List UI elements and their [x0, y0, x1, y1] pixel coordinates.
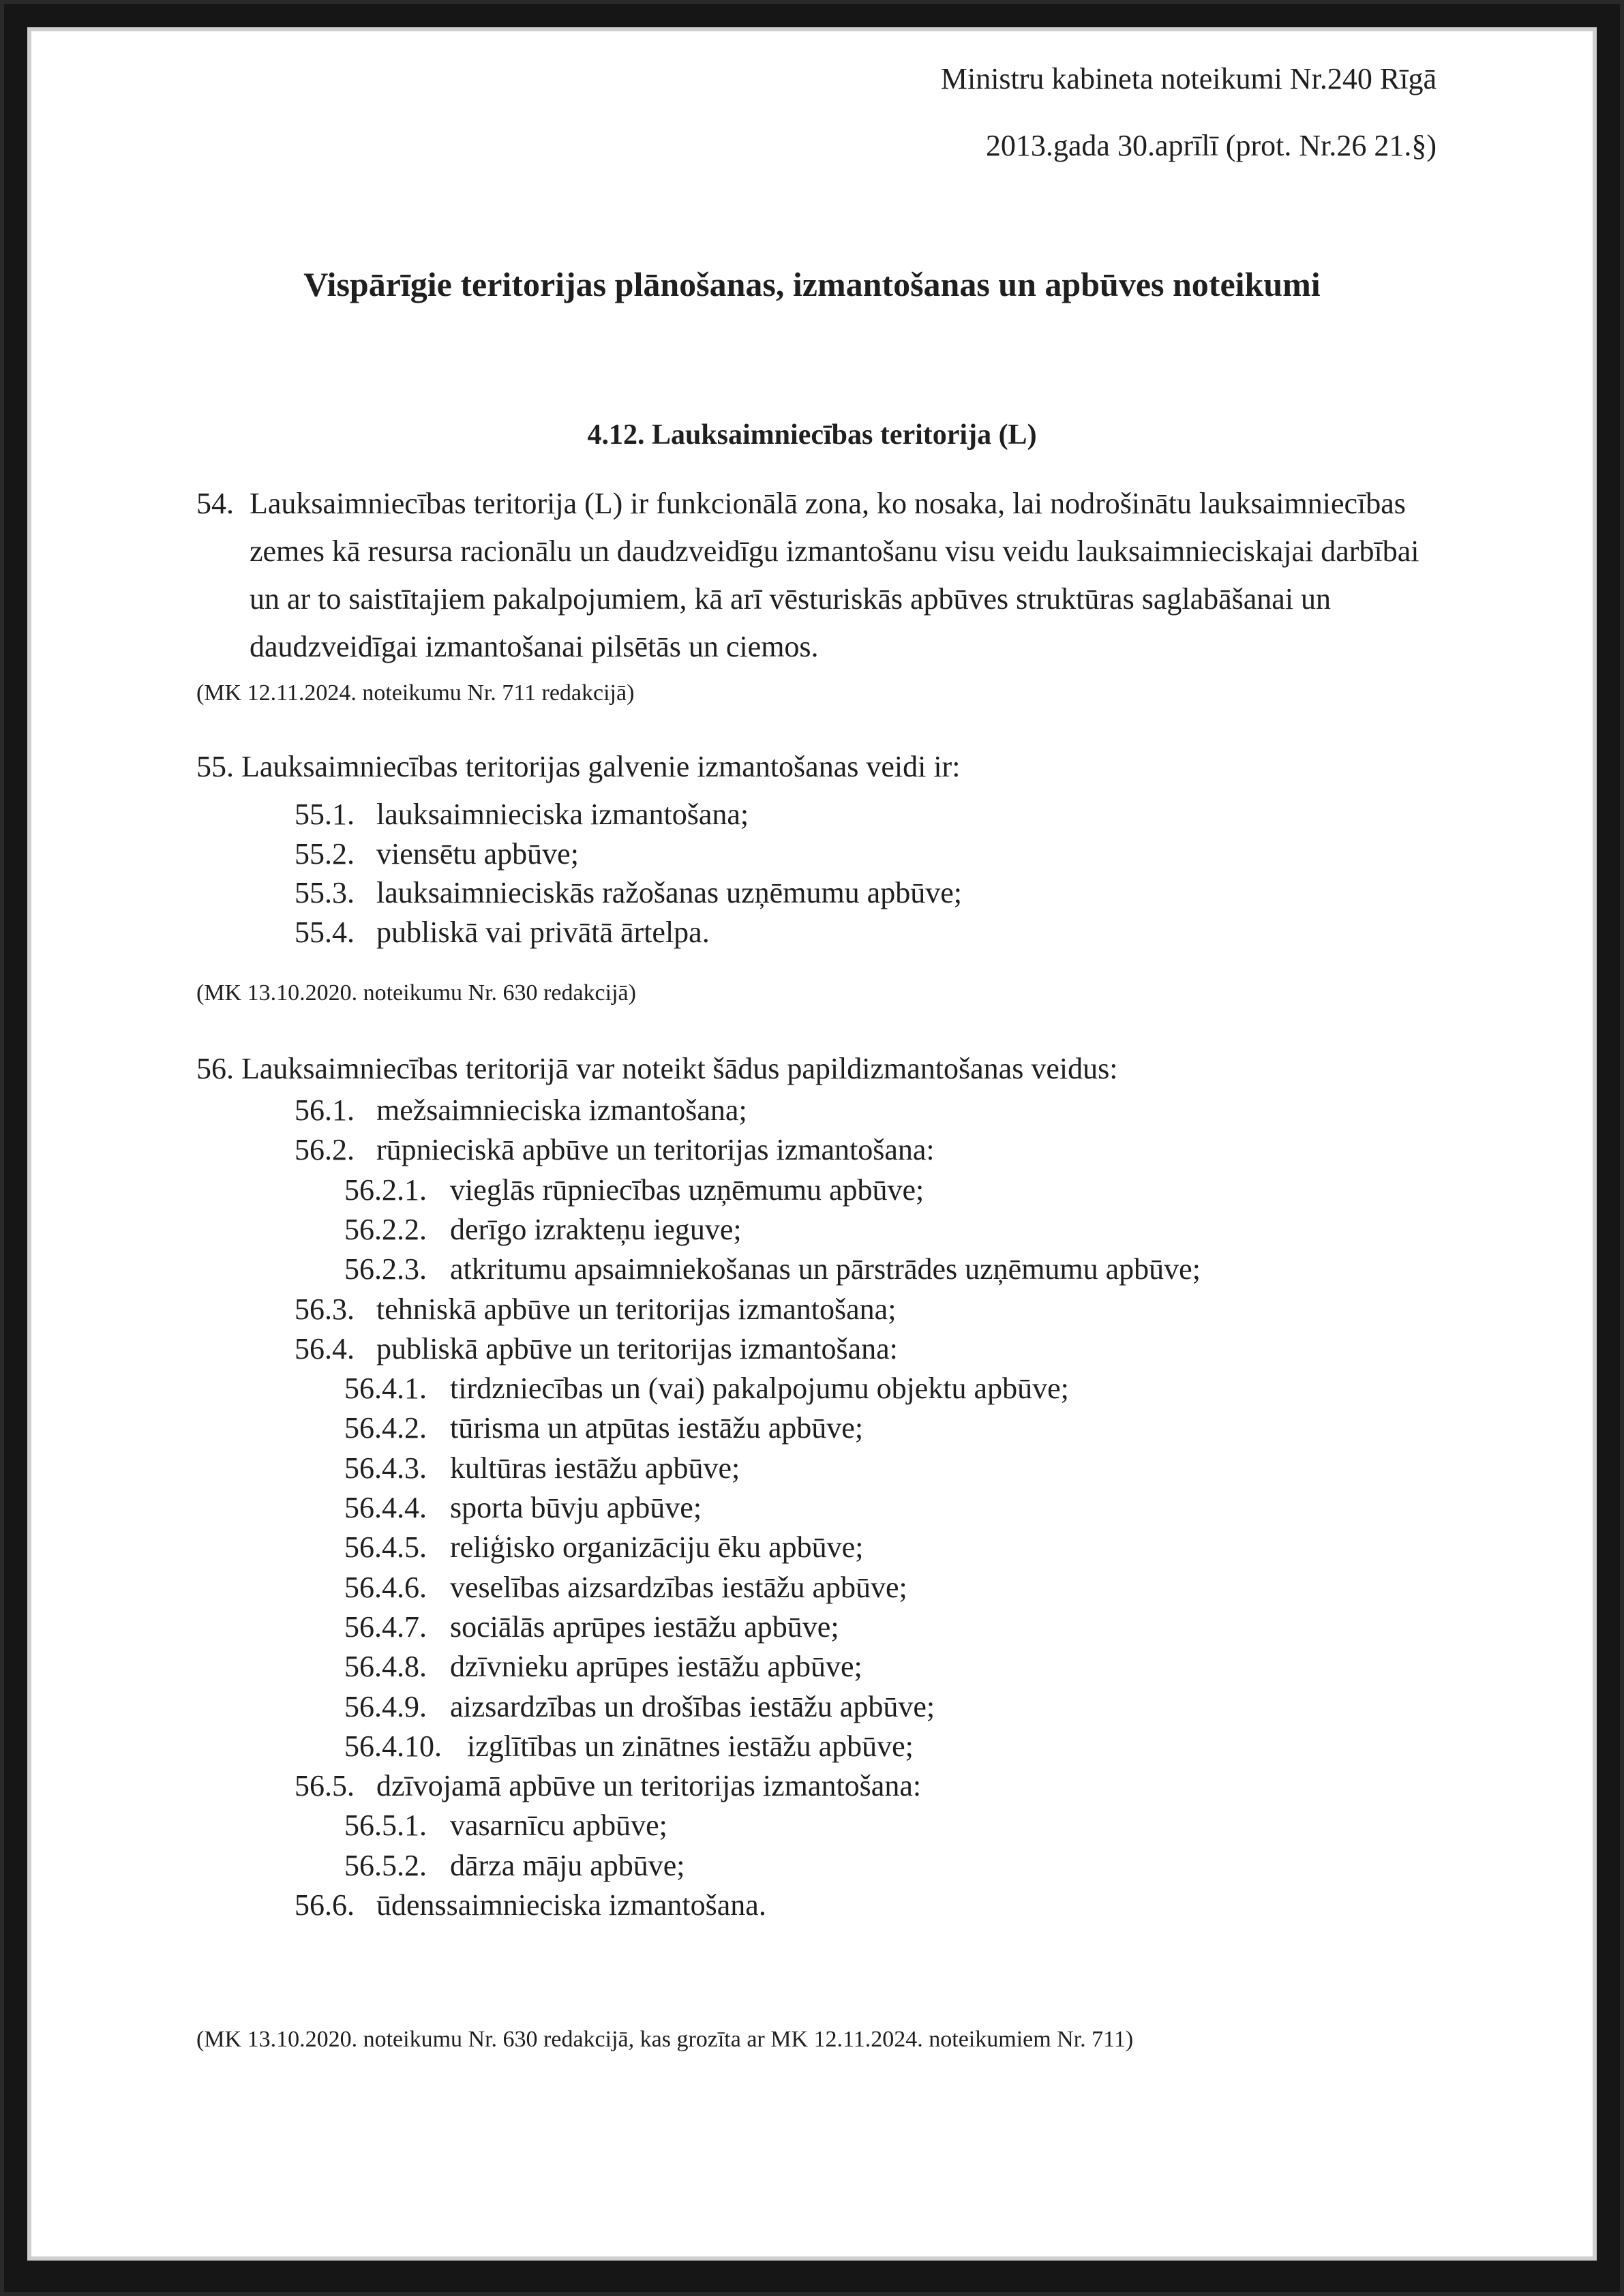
list-item [295, 873, 962, 913]
list-item [295, 1130, 935, 1170]
list-item [344, 1250, 1201, 1289]
paragraph-55-number: 55. [196, 750, 234, 783]
paragraph-55-text: Lauksaimniecības teritorijas galvenie izmantošanas veidi ir: [241, 750, 961, 783]
list-item-text: tūrisma un atpūtas iestāžu apbūve; [450, 1411, 864, 1445]
list-item [295, 1766, 921, 1806]
list-item-number: 56.6. [295, 1888, 355, 1922]
list-item-number: 56.4.4. [344, 1491, 427, 1524]
list-item [295, 913, 710, 952]
list-item-number: 56.4.1. [344, 1372, 427, 1406]
list-item-text: publiskā vai privātā ārtelpa. [376, 915, 710, 949]
list-item-text: tirdzniecības un (vai) pakalpojumu objektu apbūve; [450, 1372, 1069, 1406]
list-item-text: dzīvojamā apbūve un teritorijas izmantošana: [376, 1769, 922, 1803]
list-item [344, 1568, 907, 1607]
list-item [344, 1687, 935, 1727]
list-item-text: ūdenssaimnieciska izmantošana. [376, 1888, 766, 1922]
list-item-text: lauksaimnieciskās ražošanas uzņēmumu apbūve; [376, 876, 962, 909]
paragraph-55 [196, 743, 960, 791]
list-item-number: 56.5.1. [344, 1809, 427, 1843]
list-item [344, 1408, 863, 1448]
list-item-text: publiskā apbūve un teritorijas izmantošana: [376, 1331, 898, 1365]
list-item-text: vieglās rūpniecības uzņēmumu apbūve; [450, 1173, 924, 1207]
list-item-number: 55.4. [295, 915, 355, 949]
list-item-number: 56.4.8. [344, 1650, 427, 1684]
list-item [344, 1806, 667, 1845]
list-item-text: atkritumu apsaimniekošanas un pārstrādes uzņēmumu apbūve; [450, 1252, 1201, 1286]
paragraph-54-amendment-note: (MK 12.11.2024. noteikumu Nr. 711 redakcijā) [196, 680, 635, 706]
list-item-text: aizsardzības un drošības iestāžu apbūve; [450, 1689, 935, 1723]
list-item-number: 56.2. [295, 1133, 355, 1167]
list-item [295, 834, 579, 874]
paragraph-56 [196, 1045, 1117, 1093]
list-item [344, 1607, 839, 1647]
list-item-text: viensētu apbūve; [376, 836, 579, 871]
list-item-text: reliģisko organizāciju ēku apbūve; [450, 1530, 864, 1565]
list-item-text: kultūras iestāžu apbūve; [450, 1451, 740, 1485]
list-item-text: derīgo izrakteņu ieguve; [450, 1212, 742, 1246]
paragraph-54-number: 54. [196, 487, 234, 520]
list-item-number: 56.4.9. [344, 1689, 427, 1723]
paragraph-56-text: Lauksaimniecības teritorijā var noteikt šādus papildizmantošanas veidus: [241, 1052, 1118, 1085]
paragraph-56-amendment-note: (MK 13.10.2020. noteikumu Nr. 630 redakcijā, kas grozīta ar MK 12.11.2024. noteikumiem Nr. 711) [196, 2027, 1134, 2052]
section-heading: 4.12. Lauksaimniecības teritorija (L) [587, 419, 1037, 451]
list-item [295, 1290, 896, 1329]
list-item-number: 56.4.3. [344, 1451, 427, 1485]
document-title: Vispārīgie teritorijas plānošanas, izmantošanas un apbūves noteikumi [303, 265, 1321, 303]
list-item [344, 1170, 924, 1210]
list-item-number: 56.5. [295, 1769, 355, 1803]
list-item-text: sporta būvju apbūve; [450, 1491, 702, 1524]
list-item-text: mežsaimnieciska izmantošana; [376, 1093, 747, 1127]
list-item [295, 1329, 898, 1369]
list-item [344, 1647, 862, 1687]
list-item [295, 1091, 747, 1130]
list-item-number: 56.4.5. [344, 1530, 427, 1565]
list-item [295, 1886, 766, 1925]
list-item-number: 56.1. [295, 1093, 355, 1127]
list-item [344, 1528, 863, 1567]
header-date: 2013.gada 30.aprīlī (prot. Nr.26 21.§) [985, 129, 1437, 162]
list-item-number: 55.2. [295, 836, 355, 871]
list-item-number: 56.4. [295, 1331, 355, 1365]
list-item-number: 56.4.7. [344, 1610, 427, 1644]
list-item [344, 1449, 740, 1488]
list-item-number: 55.3. [295, 876, 355, 909]
paragraph-55-amendment-note: (MK 13.10.2020. noteikumu Nr. 630 redakcijā) [196, 980, 636, 1006]
list-item-number: 56.4.6. [344, 1570, 427, 1604]
list-item-number: 56.4.2. [344, 1411, 427, 1445]
paragraph-54-text: Lauksaimniecības teritorija (L) ir funkcionālā zona, ko nosaka, lai nodrošinātu lauksaimniecības zemes kā resursa racionālu un daudzveidīgu izmantošanu visu veidu lauksaimnieciskajai darbībai un ar to saistītajiem pakalpojumiem, kā arī vēsturiskās apbūves struktūras saglabāšanai un daudzveidīgai izmantošanai pilsētās un ciemos. [250, 487, 1419, 663]
paragraph-56-number: 56. [196, 1052, 234, 1085]
list-item-number: 56.4.10. [344, 1729, 442, 1763]
list-item-number: 56.2.2. [344, 1212, 427, 1246]
list-item-text: lauksaimnieciska izmantošana; [376, 798, 749, 831]
list-item-text: dzīvnieku aprūpes iestāžu apbūve; [450, 1650, 862, 1684]
list-item-number: 55.1. [295, 798, 355, 831]
list-item [344, 1727, 914, 1766]
list-item [344, 1369, 1069, 1408]
list-item-text: rūpnieciskā apbūve un teritorijas izmantošana: [376, 1133, 935, 1167]
list-item-text: izglītības un zinātnes iestāžu apbūve; [467, 1729, 914, 1763]
list-item-number: 56.2.1. [344, 1173, 427, 1207]
list-item [344, 1488, 702, 1528]
list-item-number: 56.3. [295, 1292, 355, 1326]
list-item-text: dārza māju apbūve; [450, 1848, 685, 1882]
list-item-text: veselības aizsardzības iestāžu apbūve; [450, 1570, 907, 1604]
list-item [295, 795, 749, 834]
list-item-text: sociālās aprūpes iestāžu apbūve; [450, 1610, 839, 1644]
list-item-text: tehniskā apbūve un teritorijas izmantošana; [376, 1292, 897, 1326]
list-item [344, 1846, 685, 1886]
header-act-number: Ministru kabineta noteikumi Nr.240 Rīgā [940, 62, 1437, 95]
list-item [344, 1210, 742, 1250]
list-item-number: 56.5.2. [344, 1848, 427, 1882]
list-item-number: 56.2.3. [344, 1252, 427, 1286]
list-item-text: vasarnīcu apbūve; [450, 1809, 667, 1843]
